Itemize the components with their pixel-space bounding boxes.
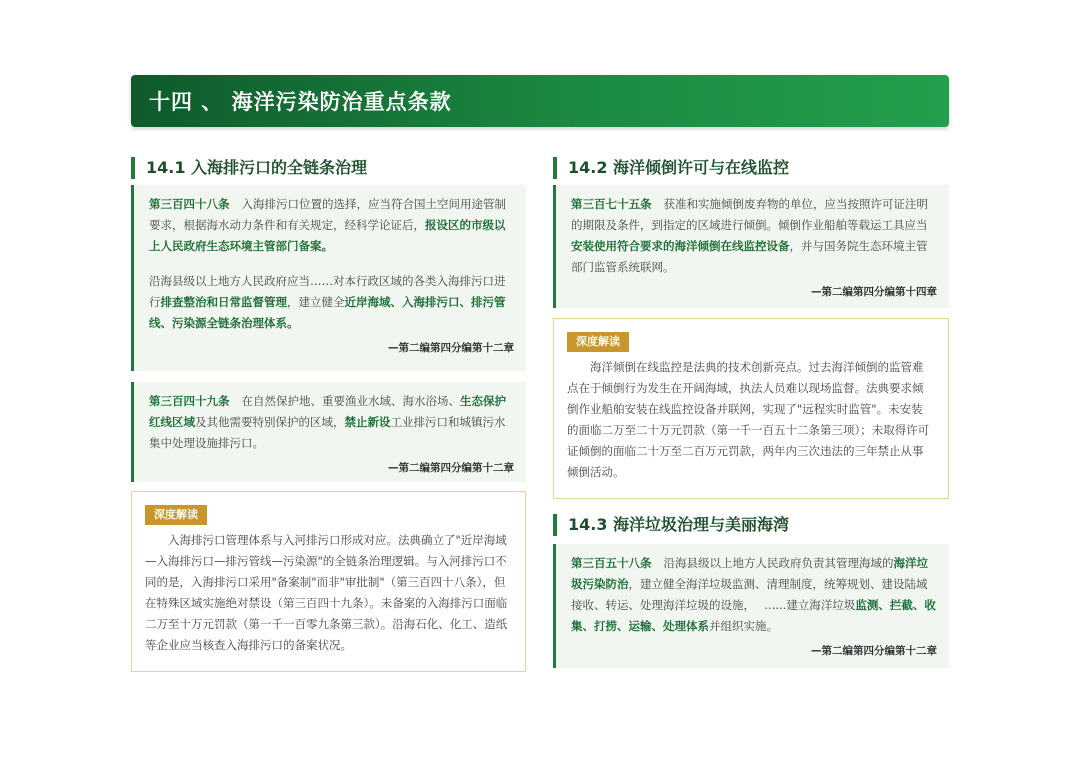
law-paragraph [149, 271, 514, 334]
interpretation-text: 海洋倾倒在线监控是法典的技术创新亮点。过去海洋倾倒的监管难点在于倾倒行为发生在开阔海域，执法人员难以现场监督。法典要求倾倒作业船舶安装在线监控设备并联网，实现了"远程实时监管"。未安装的面临二万至二十万元罚款（第一千一百五十二条第三项）；未取得许可证倾倒的面临二十万至二百万元罚款，两年内三次违法的三年禁止从事倾倒活动。 [567, 360, 930, 479]
article-number: 第三百四十八条 [149, 197, 230, 211]
interpretation-tag: 深度解读 [145, 505, 207, 525]
law-text: 并组织实施。 [709, 619, 778, 633]
law-paragraph [149, 391, 514, 454]
law-text: 沿海县级以上地方人民政府应当……对本行政区域的各类入海排污口进行 [149, 274, 506, 309]
law-highlight: 监测、拦截、收集、打捞、运输、处理体系 [571, 598, 936, 633]
law-text: 沿海县级以上地方人民政府负责其管理海域的 [663, 556, 894, 570]
page-title: 十四 、 海洋污染防治重点条款 [149, 90, 452, 114]
law-text: ，并与国务院生态环境主管部门监管系统联网。 [571, 239, 928, 274]
law-paragraph [571, 553, 937, 637]
interpretation-tag: 深度解读 [567, 332, 629, 352]
section-heading-14-3: 14.3 海洋垃圾治理与美丽海湾 [553, 514, 789, 536]
interpretation-text: 入海排污口管理体系与入河排污口形成对应。法典确立了"近岸海域—入海排污口—排污管线—污染源"的全链条治理逻辑。与入河排污口不同的是，入海排污口采用"备案制"而非"审批制"（第三百四十八条），但在特殊区域实施绝对禁设（第三百四十九条）。未备案的入海排污口面临二万至十万元罚款（第一千一百零九条第三款）。沿海石化、化工、造纸等企业应当核查入海排污口的备案状况。 [145, 533, 508, 652]
law-highlight: 生态保护红线区域 [149, 394, 506, 429]
article-number: 第三百五十八条 [571, 556, 652, 570]
law-source: —第二编第四分编第十二章 [388, 342, 514, 354]
title-banner [131, 75, 949, 127]
law-source: —第二编第四分编第十二章 [811, 645, 937, 657]
law-paragraph [571, 194, 937, 278]
law-card-349 [131, 382, 526, 482]
law-source: —第二编第四分编第十四章 [811, 286, 937, 298]
law-text: 工业排污口和城镇污水集中处理设施排污口。 [149, 415, 506, 450]
law-highlight: 禁止新设 [344, 415, 391, 429]
law-text: 入海排污口位置的选择，应当符合国土空间用途管制要求，根据海水动力条件和有关规定，经科学论证后， [149, 197, 506, 232]
law-text: 在自然保护地、重要渔业水域、海水浴场、 [241, 394, 460, 408]
article-number: 第三百四十九条 [149, 394, 230, 408]
law-text: 及其他需要特别保护的区域， [195, 415, 345, 429]
law-card-348 [131, 185, 526, 371]
law-source: —第二编第四分编第十二章 [388, 462, 514, 474]
law-paragraph [149, 194, 514, 257]
law-highlight: 近岸海域、入海排污口、排污管线、污染源全链条治理体系。 [149, 295, 506, 330]
law-text: ，建立健全 [287, 295, 345, 309]
law-card-358 [553, 544, 949, 668]
law-text: ，建立健全海洋垃圾监测、清理制度，统筹规划、建设陆域接收、转运、处理海洋垃圾的设施， ......建立海洋垃圾 [571, 577, 928, 612]
law-highlight: 海洋垃圾污染防治 [571, 556, 928, 591]
law-highlight: 安装使用符合要求的海洋倾倒在线监控设备 [571, 239, 790, 253]
interpretation-card-right [553, 318, 949, 499]
law-text: 获准和实施倾倒废弃物的单位，应当按照许可证注明的期限及条件，到指定的区域进行倾倒。倾倒作业船舶等载运工具应当 [571, 197, 928, 232]
interpretation-card-left [131, 491, 526, 672]
section-heading-14-2: 14.2 海洋倾倒许可与在线监控 [553, 157, 789, 179]
article-number: 第三百七十五条 [571, 197, 652, 211]
law-card-375 [553, 185, 949, 308]
law-highlight: 排查整治和日常监督管理 [160, 295, 287, 309]
section-heading-14-1: 14.1 入海排污口的全链条治理 [131, 157, 367, 179]
law-highlight: 报设区的市级以上人民政府生态环境主管部门备案。 [149, 218, 506, 253]
